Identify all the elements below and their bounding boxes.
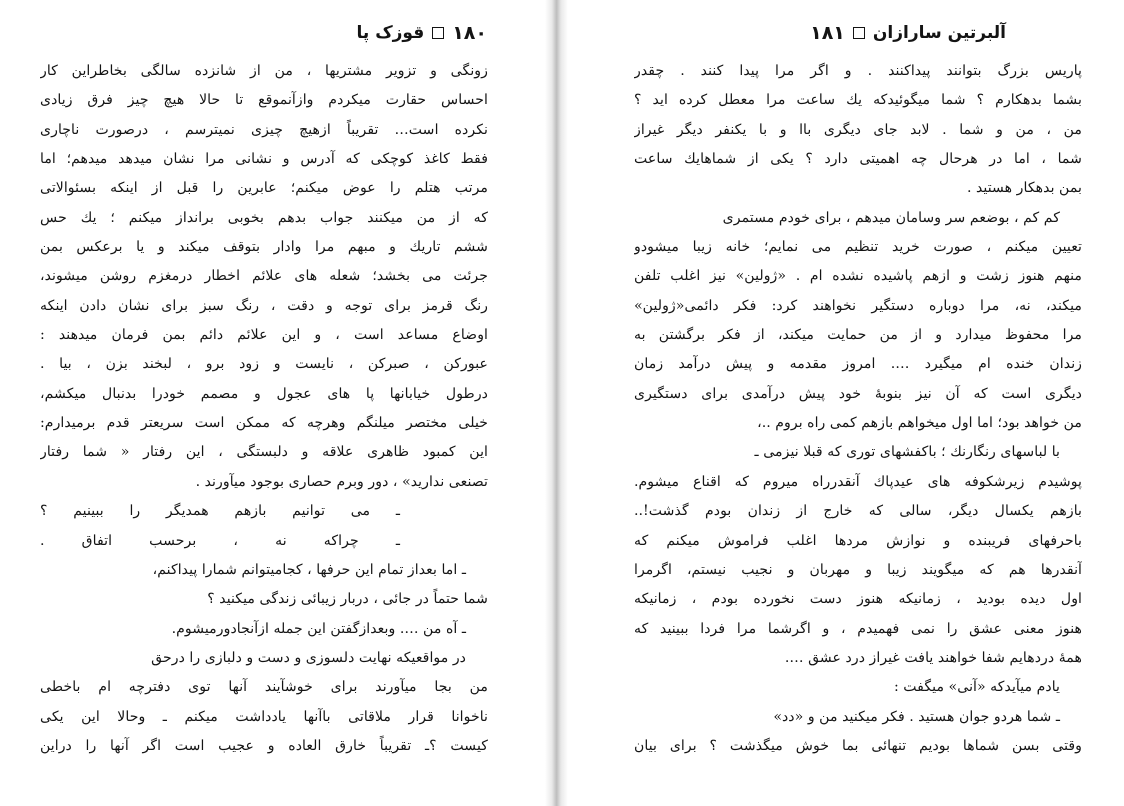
- text-line: ـ می توانیم بازهم همدیگر را ببینیم ؟: [40, 503, 400, 520]
- text-line: شما ، اما در هرحال چه اهمیتی دارد ؟ یکی از شماهایك ساعت: [634, 151, 1082, 168]
- text-line: وقتی بسن شماها بودیم تنهائی بما خوش میگذشت ؟ برای بیان: [634, 737, 1082, 754]
- text-line: این کمبود ظاهری علاقه و دلبستگی ، این رفتار « شما رفتار: [40, 444, 488, 461]
- left-page-header: [338, 18, 487, 48]
- text-line: مرا محفوظ میدارد و از من حمایت میکند، از فکر برگشتن به: [634, 327, 1082, 344]
- text-line: من بجا میآورند برای خوشآیند آنها توی دفترچه ام باخطی: [40, 679, 488, 696]
- text-line: فقط کاغذ کوچکی که آدرس و نشانی مرا نشان میدهد میدهم؛ اما: [40, 151, 488, 168]
- text-line: کیست ؟ـ تقریباً خارق العاده و عجیب است اگر آنها را دراین: [40, 737, 488, 754]
- text-line: پاریس بزرگ بتوانند پیداکنند . و اگر مرا پیدا کنند . چقدر: [634, 63, 1082, 79]
- text-line: من ، من و شما . لابد جای دیگری باا و با یکنفر دیگر غیراز: [634, 121, 1082, 138]
- book-gutter: [545, 0, 568, 806]
- text-line: بمن بدهکار هستید .: [966, 180, 1082, 197]
- text-line: اوضاع مساعد است ، و این علائم دائم بمن فرمان میدهند :: [40, 327, 488, 344]
- text-line: که از من میکنند جواب بدهم بخوبی برانداز میکنم ؛ یك حس: [40, 209, 488, 226]
- text-line: شما حتماً در جائی ، دربار زیبائی زندگی میکنید ؟: [207, 591, 488, 608]
- right-page: [568, 0, 1124, 806]
- text-line: ششم تاریك و مبهم مرا وادار بتوقف میکند و یا برعکس بمن: [40, 239, 488, 256]
- text-line: درطول خیابانها پا های عجول و مصمم خودرا بدنبال میکشم،: [40, 385, 488, 402]
- text-line: ناخوانا قرار ملاقاتی باآنها یادداشت میکنم ـ وحالا این یکی: [40, 708, 488, 725]
- text-line: میکند، نه، مرا دوباره دستگیر نخواهند کرد: فکر دائمی«ژولین»: [634, 297, 1082, 314]
- text-line: بازهم یکسال دیگر، سالی که خارج از زندان بودم گذشت!..: [634, 503, 1082, 520]
- text-line: خیلی مختصر میلنگم وهرچه که ممکن است سریعتر قدم برمیدارم:: [40, 415, 488, 432]
- text-line: نکرده است… تقریباً ازهیچ چیزی نمیترسم ، درصورت ناچاری: [40, 121, 488, 138]
- text-line: در مواقعیکه نهایت دلسوزی و دست و دلبازی را درحق: [151, 649, 466, 666]
- text-line: عبورکن ، صبرکن ، نایست و زود برو ، لبخند بزن ، بیا .: [40, 356, 488, 373]
- text-line: هنوز معنی عشق را نمی فهمیدم ، و اگرشما مرا فردا ببینید که: [634, 620, 1082, 637]
- right-page-number: ۱۸۱: [810, 22, 845, 44]
- text-line: همهٔ دردهایم شفا خواهند یافت غیراز درد عشق ….: [784, 649, 1082, 666]
- text-line: ـ شما هردو جوان هستید . فکر میکنید من و «دد»: [773, 708, 1060, 725]
- header-separator-box-icon: [853, 27, 865, 39]
- text-line: زونگی و تزویر مشتریها ، من از شانزده سالگی بخاطراین کار: [40, 63, 488, 79]
- text-line: اول دیده بودید ، زمانیکه هنوز دست نخورده بودم ، زمانیکه: [634, 591, 1082, 608]
- text-line: ـ آه من …. وبعدازگفتن این جمله ازآنجادورمیشوم.: [171, 620, 466, 637]
- text-line: تعیین میکنم ، صورت خرید تنظیم می نمایم؛ خانه زیبا میشودو: [634, 239, 1082, 256]
- text-line: رنگ قرمز برای توجه و دقت ، رنگ سبز برای نشان دادن اینکه: [40, 297, 488, 314]
- text-line: بشما بدهکارم ؟ شما میگوئیدکه یك ساعت مرا معطل کرده اید ؟: [634, 92, 1082, 109]
- header-separator-box-icon: [432, 27, 444, 39]
- left-page-number: ۱۸۰: [452, 22, 487, 44]
- text-line: تصنعی ندارید» ، دور وبرم حصاری بوجود میآورند .: [195, 473, 488, 490]
- left-page-text: [40, 57, 488, 761]
- text-line: احساس حقارت میکردم وازآنموقع تا حالا هیچ چیز فرق زیادی: [40, 92, 488, 109]
- text-line: باحرفهای فریبنده و نوازش مردها اغلب فراموش میکنم که: [634, 532, 1082, 549]
- text-line: کم کم ، بوضعم سر وسامان میدهم ، برای خودم مستمری: [722, 209, 1060, 226]
- text-line: یادم میآیدکه «آنی» میگفت :: [893, 679, 1060, 696]
- right-running-title: آلبرتین سارازان: [872, 23, 1006, 43]
- text-line: دیگری است که آن نیز بنوبهٔ خود پیش درآمدی برای دستگیری: [634, 385, 1082, 402]
- text-line: با لباسهای رنگارنك ؛ باکفشهای توری که قبلا نیزمی ـ: [754, 444, 1060, 461]
- right-page-header: [634, 18, 1006, 48]
- text-line: من خواهد بود؛ اما اول میخواهم بازهم کمی راه بروم ..،: [757, 415, 1082, 432]
- left-page: [0, 0, 545, 806]
- left-running-title: قوزک پا: [356, 23, 425, 43]
- text-line: ـ چراکه نه ، برحسب اتفاق .: [40, 532, 400, 549]
- text-line: ـ اما بعداز تمام این حرفها ، کجامیتوانم شمارا پیداکنم،: [152, 561, 466, 578]
- text-line: زندان خنده ام میگیرد …. امروز مقدمه و پیش درآمد زمان: [634, 356, 1082, 373]
- text-line: منهم هنوز زشت و ازهم پاشیده نشده ام . «ژولین» نیز اغلب تلفن: [634, 268, 1082, 285]
- text-line: پوشیدم زیرشکوفه های عیدپاك آنقدرراه میروم که اقناع میشوم.: [634, 473, 1082, 490]
- text-line: مرتب هتلم را عوض میکنم؛ عابرین را قبل از اینکه بسئوالاتی: [40, 180, 488, 197]
- text-line: آنقدرها هم که میگویند زیبا و مهربان و نجیب نیستم، اگرمرا: [634, 561, 1082, 578]
- right-page-text: [634, 57, 1082, 761]
- text-line: جرئت می بخشد؛ شعله های علائم اخطار درمغزم روشن میشوند،: [40, 268, 488, 285]
